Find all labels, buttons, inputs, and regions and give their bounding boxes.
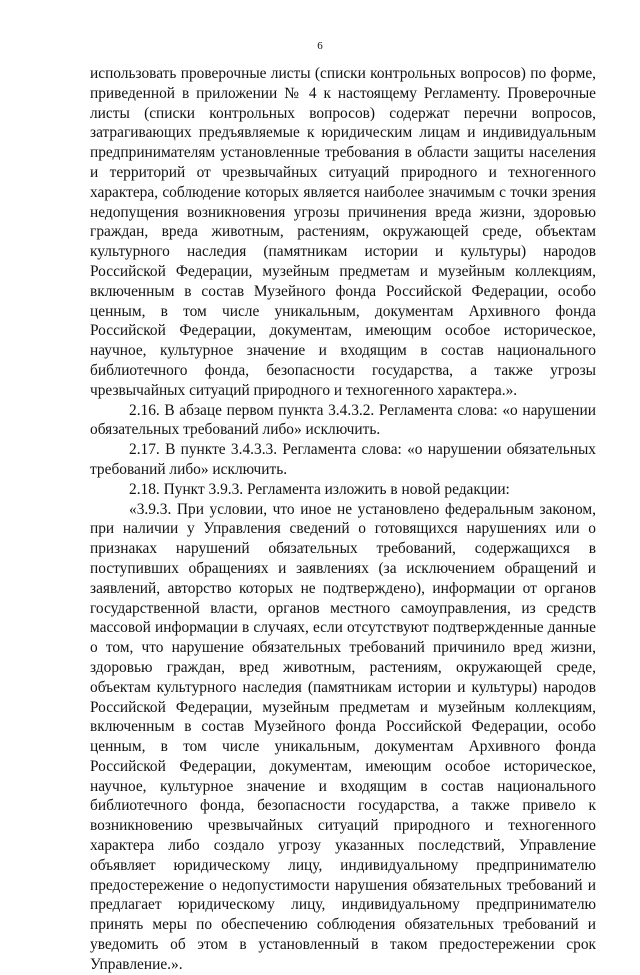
- paragraph-3-9-3: «3.9.3. При условии, что иное не установлено федеральным законом, при наличии у Управления сведений о готовящихся нарушениях или о признаках нарушений обязательных требований, содержащихся в поступивших обращениях и заявлениях (за исключением обращений и заявлений, авторство которых не подтверждено), информации от органов государственной власти, органов местного самоуправления, из средств массовой информации в случаях, если отсутствуют подтвержденные данные о том, что нарушение обязательных требований причинило вред жизни, здоровью граждан, вред животным, растениям, окружающей среде, объектам культурного наследия (памятникам истории и культуры) народов Российской Федерации, музейным предметам и музейным коллекциям, включенным в состав Музейного фонда Российской Федерации, особо ценным, в том числе уникальным, документам Архивного фонда Российской Федерации, документам, имеющим особое историческое, научное, культурное значение и входящим в состав национального библиотечного фонда, безопасности государства, а также привело к возникновению чрезвычайных ситуаций природного и техногенного характера либо создало угрозу указанных последствий, Управление объявляет юридическому лицу, индивидуальному предпринимателю предостережение о недопустимости нарушения обязательных требований и предлагает юридическому лицу, индивидуальному предпринимателю принять меры по обеспечению соблюдения обязательных требований и уведомить об этом в установленный в таком предостережении срок Управление.».: [90, 500, 596, 973]
- page-number: 6: [317, 40, 323, 52]
- paragraph-2-18: 2.18. Пункт 3.9.3. Регламента изложить в новой редакции:: [129, 480, 510, 498]
- paragraph-2-17: 2.17. В пункте 3.4.3.3. Регламента слова: «о нарушении обязательных требований либо» исключить.: [90, 441, 596, 478]
- paragraph-continuation: использовать проверочные листы (списки контрольных вопросов) по форме, приведенной в приложении № 4 к настоящему Регламенту. Проверочные листы (списки контрольных вопросов) содержат перечни вопросов, затрагивающих предъявляемые к юридическим лицам и индивидуальным предпринимателям установленные требования в области защиты населения и территорий от чрезвычайных ситуаций природного и техногенного характера, соблюдение которых является наиболее значимым с точки зрения недопущения возникновения угрозы причинения вреда жизни, здоровью граждан, вреда животным, растениям, окружающей среде, объектам культурного наследия (памятникам истории и культуры) народов Российской Федерации, музейным предметам и музейным коллекциям, включенным в состав Музейного фонда Российской Федерации, особо ценным, в том числе уникальным, документам Архивного фонда Российской Федерации, документам, имеющим особое историческое, научное, культурное значение и входящим в состав национального библиотечного фонда, безопасности государства, а также угрозы чрезвычайных ситуаций природного и техногенного характера.».: [90, 65, 596, 399]
- document-body: [90, 64, 596, 975]
- paragraph-2-16: 2.16. В абзаце первом пункта 3.4.3.2. Регламента слова: «о нарушении обязательных требований либо» исключить.: [90, 401, 596, 439]
